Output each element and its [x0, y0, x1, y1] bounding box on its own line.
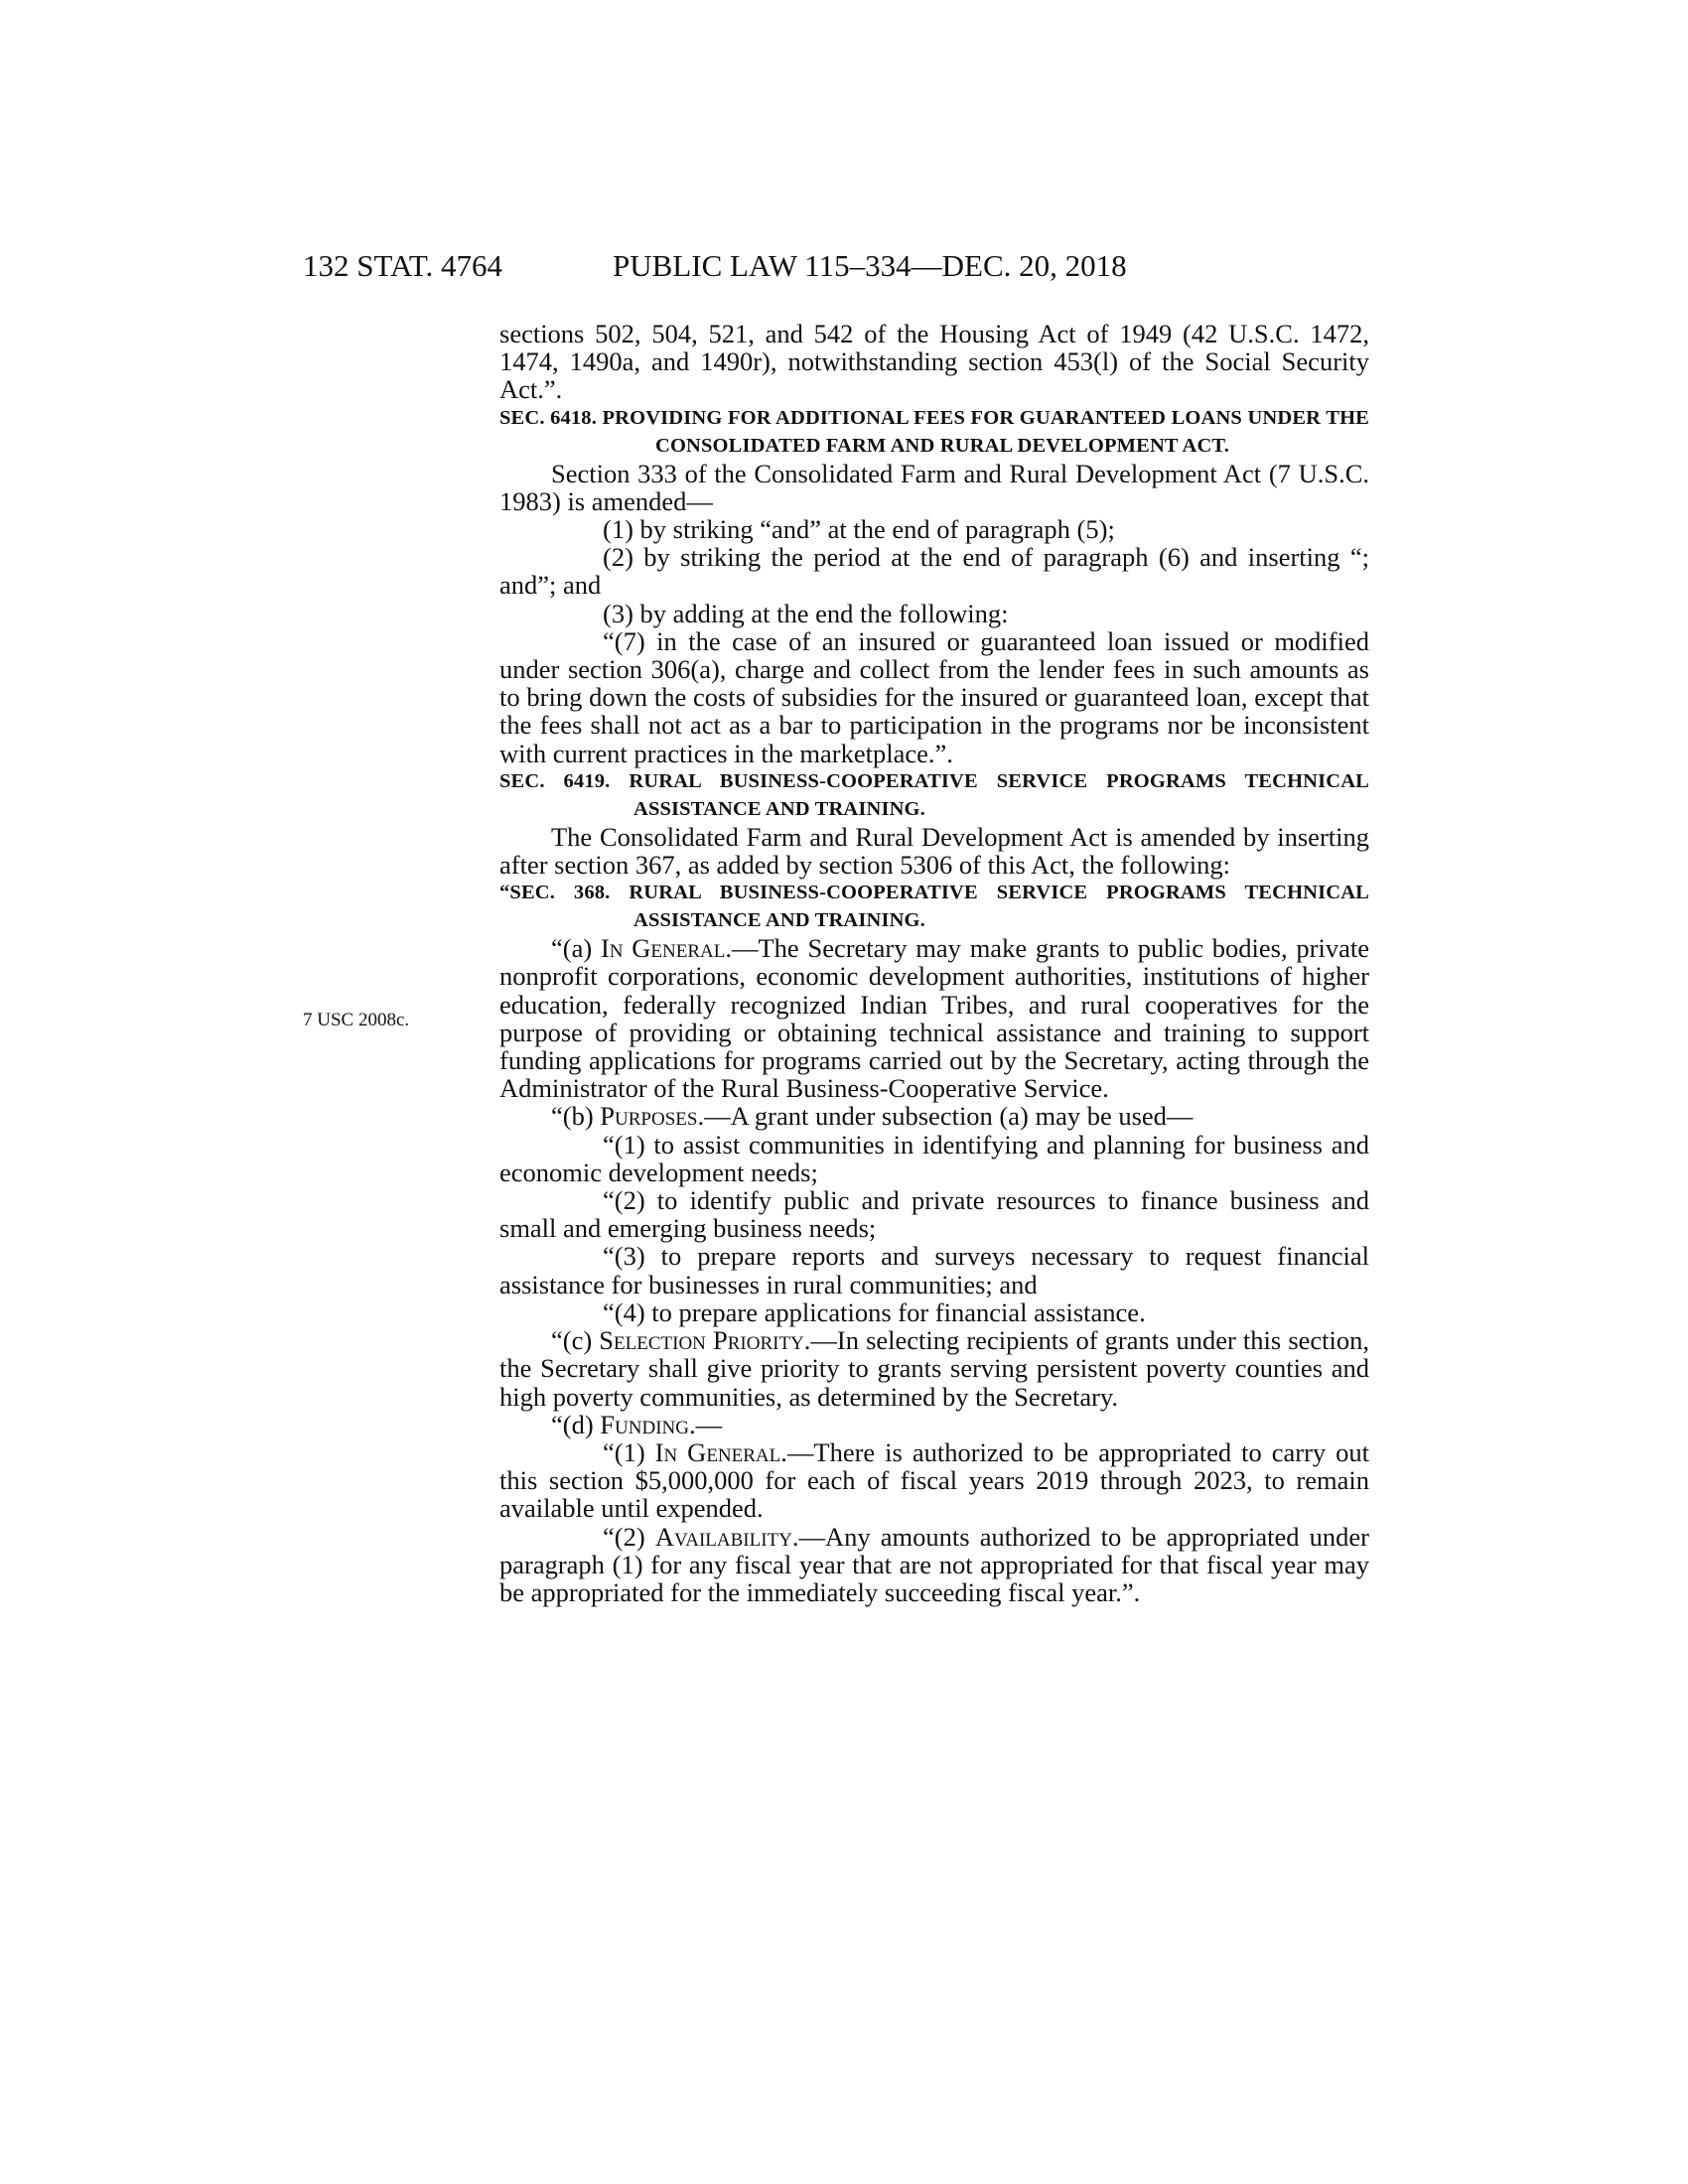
subsection-d-label: “(d) [551, 1409, 601, 1439]
subsection-c-title: Selection Priority [599, 1325, 804, 1356]
subsection-b-text: .—A grant under subsection (a) may be used— [697, 1101, 1194, 1132]
subsection-c [499, 1326, 1369, 1411]
subsection-a-label: “(a) [551, 933, 601, 964]
statute-citation: 132 STAT. 4764 [303, 248, 503, 283]
subsection-d-paragraph-1 [499, 1438, 1369, 1523]
subsection-b-paragraph-1: “(1) to assist communities in identifying and planning for business and economic development needs; [499, 1129, 1369, 1187]
section-6419-heading: SEC. 6419. RURAL BUSINESS-COOPERATIVE SERVICE PROGRAMS TECHNICAL ASSISTANCE AND TRAINING. [499, 769, 1369, 820]
subsection-d-paragraph-2 [499, 1523, 1369, 1607]
subsection-a-title: In General [600, 933, 726, 964]
subsection-c-text: .—In selecting recipients of grants under this section, the Secretary shall give priority to grants serving persistent poverty counties and high poverty communities, as determined by the Secretary. [499, 1325, 1370, 1412]
section-6419-intro: The Consolidated Farm and Rural Development Act is amended by inserting after section 367, as added by section 5306 of this Act, the following: [499, 821, 1369, 881]
subsection-a [499, 934, 1369, 1102]
subsection-d-1-label: “(1) [603, 1436, 655, 1467]
running-header [303, 246, 1375, 286]
section-6418-quoted-paragraph-7: “(7) in the case of an insured or guaranteed loan issued or modified under section 306(a), charge and collect from the lender fees in such amounts as to bring down the costs of subsidies for the insured or guaranteed loan, except that the fees shall not act as a bar to participation in the programs nor be inconsistent with current practices in the marketplace.”. [499, 625, 1369, 768]
section-6418-item-2-text: (2) by striking the period at the end of paragraph (6) and inserting “; and”; and [499, 542, 1369, 601]
subsection-c-label: “(c) [551, 1325, 600, 1356]
subsection-b-paragraph-4: “(4) to prepare applications for financial assistance. [603, 1297, 1146, 1327]
section-6418-intro: Section 333 of the Consolidated Farm and Rural Development Act (7 U.S.C. 1983) is amended— [499, 458, 1369, 516]
margin-note-usc: 7 USC 2008c. [303, 1010, 410, 1030]
subsection-b-label: “(b) [551, 1101, 601, 1132]
subsection-d-2-title: Availability [654, 1521, 792, 1552]
page-body [499, 320, 1369, 1606]
subsection-a-text: .—The Secretary may make grants to public bodies, private nonprofit corporations, economic development authorities, institutions of higher education, federally recognized Indian Tribes, and rural cooperatives for the purpose of providing or obtaining technical assistance and training to support funding applications for programs carried out by the Secretary, acting through the Administrator of the Rural Business-Cooperative Service. [499, 933, 1369, 1104]
subsection-b-title: Purposes [600, 1101, 698, 1132]
subsection-d [499, 1411, 1369, 1438]
section-6418-item-1: (1) by striking “and” at the end of paragraph (5); [603, 514, 1115, 545]
subsection-d-text: .— [688, 1409, 723, 1439]
subsection-d-2-label: “(2) [603, 1521, 655, 1552]
subsection-d-1-text: .—There is authorized to be appropriated to carry out this section $5,000,000 for each of fiscal years 2019 through 2023, to remain available until expended. [499, 1436, 1369, 1524]
subsection-d-2-text: .—Any amounts authorized to be appropriated under paragraph (1) for any fiscal year that are not appropriated for that fiscal year may be appropriated for the immediately succeeding fiscal year.”. [499, 1521, 1369, 1607]
subsection-b-paragraph-2: “(2) to identify public and private resources to finance business and small and emerging business needs; [499, 1185, 1369, 1244]
section-368-heading: “SEC. 368. RURAL BUSINESS-COOPERATIVE SERVICE PROGRAMS TECHNICAL ASSISTANCE AND TRAINING. [499, 882, 1369, 932]
subsection-d-title: Funding [600, 1409, 689, 1439]
subsection-b [499, 1102, 1369, 1130]
subsection-b-paragraph-3: “(3) to prepare reports and surveys necessary to request financial assistance for businesses in rural communities; and [499, 1241, 1369, 1299]
continuation-paragraph: sections 502, 504, 521, and 542 of the Housing Act of 1949 (42 U.S.C. 1472, 1474, 1490a, and 1490r), notwithstanding section 453(l) of the Social Security Act.”. [499, 319, 1369, 405]
section-6418-item-3: (3) by adding at the end the following: [603, 598, 1009, 628]
public-law-citation: PUBLIC LAW 115–334—DEC. 20, 2018 [613, 248, 1127, 283]
subsection-d-1-title: In General [654, 1436, 781, 1467]
section-6418-item-2 [499, 543, 1369, 599]
section-6418-heading: SEC. 6418. PROVIDING FOR ADDITIONAL FEES FOR GUARANTEED LOANS UNDER THE CONSOLIDATED FARM AND RURAL DEVELOPMENT ACT. [499, 406, 1369, 457]
